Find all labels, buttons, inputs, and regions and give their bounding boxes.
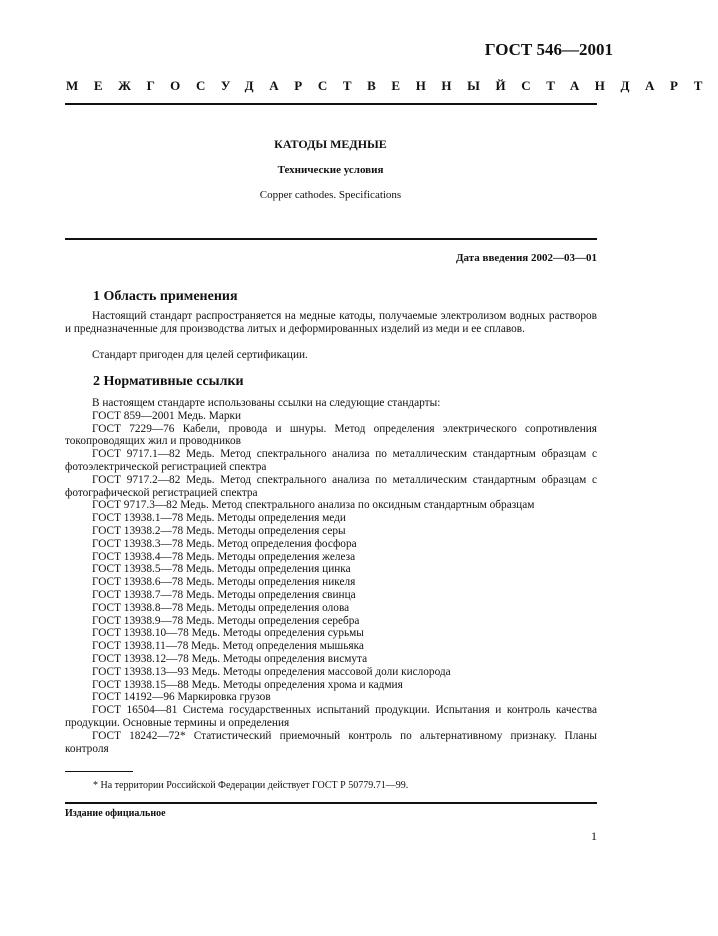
footnote: * На территории Российской Федерации действует ГОСТ Р 50779.71—99. xyxy=(93,780,409,791)
reference-item: ГОСТ 9717.1—82 Медь. Метод спектрального анализа по металлическим стандартным образцам с фотоэлектрической регистрацией спектра xyxy=(65,448,597,473)
reference-item: ГОСТ 13938.12—78 Медь. Методы определения висмута xyxy=(92,652,368,665)
reference-item: ГОСТ 13938.7—78 Медь. Методы определения свинца xyxy=(92,588,356,601)
reference-item: ГОСТ 9717.3—82 Медь. Метод спектрального анализа по оксидным стандартным образцам xyxy=(92,499,535,512)
document-number: ГОСТ 546—2001 xyxy=(484,40,613,59)
reference-item: ГОСТ 18242—72* Статистический приемочный контроль по альтернативному признаку. Планы контроля xyxy=(65,729,597,755)
document-title: КАТОДЫ МЕДНЫЕ xyxy=(274,137,387,151)
reference-item: ГОСТ 13938.10—78 Медь. Методы определения сурьмы xyxy=(92,627,364,640)
reference-item: ГОСТ 13938.2—78 Медь. Методы определения серы xyxy=(92,524,346,537)
section-1-para-1: Настоящий стандарт распространяется на медные катоды, получаемые электролизом водных растворов и предназначенные для производства литых и деформированных изделий из меди и ее сплавов. xyxy=(65,310,597,335)
reference-item: ГОСТ 14192—96 Маркировка грузов xyxy=(92,691,271,704)
reference-item: ГОСТ 13938.11—78 Медь. Метод определения мышьяка xyxy=(92,640,364,653)
reference-item: ГОСТ 859—2001 Медь. Марки xyxy=(92,409,242,422)
official-edition-label: Издание официальное xyxy=(65,808,166,819)
reference-item: ГОСТ 13938.13—93 Медь. Методы определения массовой доли кислорода xyxy=(92,665,451,678)
interstate-word-2: СТАНДАРТ xyxy=(521,78,718,93)
top-rule xyxy=(65,103,597,105)
reference-item: ГОСТ 13938.5—78 Медь. Методы определения цинка xyxy=(92,563,351,576)
reference-item: ГОСТ 13938.6—78 Медь. Методы определения никеля xyxy=(92,576,356,589)
bottom-rule xyxy=(65,802,597,804)
section-1-heading: 1 Область применения xyxy=(93,289,238,304)
reference-item: ГОСТ 13938.9—78 Медь. Методы определения серебра xyxy=(92,614,360,627)
reference-item: ГОСТ 13938.8—78 Медь. Методы определения олова xyxy=(92,601,350,614)
reference-item: ГОСТ 13938.4—78 Медь. Методы определения железа xyxy=(92,550,356,563)
interstate-standard-banner xyxy=(66,78,718,94)
footnote-rule xyxy=(65,771,133,772)
english-title: Copper cathodes. Specifications xyxy=(259,189,402,201)
reference-item: ГОСТ 13938.1—78 Медь. Методы определения меди xyxy=(92,512,346,525)
document-subtitle: Технические условия xyxy=(277,164,384,176)
interstate-word-1: МЕЖГОСУДАРСТВЕННЫЙ xyxy=(66,78,522,93)
section-2-heading: 2 Нормативные ссылки xyxy=(93,374,244,389)
reference-item: ГОСТ 16504—81 Система государственных испытаний продукции. Испытания и контроль качества продукции. Основные термины и определения xyxy=(65,704,597,729)
reference-item: ГОСТ 13938.15—88 Медь. Методы определения хрома и кадмия xyxy=(92,678,403,691)
introduction-date: Дата введения 2002—03—01 xyxy=(455,252,597,264)
title-rule xyxy=(65,238,597,240)
references-list xyxy=(65,397,597,755)
references-intro: В настоящем стандарте использованы ссылки на следующие стандарты: xyxy=(92,397,441,409)
reference-item: ГОСТ 9717.2—82 Медь. Метод спектрального анализа по металлическим стандартным образцам с фотографической регистрацией спектра xyxy=(65,473,597,499)
reference-item: ГОСТ 13938.3—78 Медь. Метод определения фосфора xyxy=(92,537,357,550)
page-number: 1 xyxy=(591,829,597,843)
reference-item: ГОСТ 7229—76 Кабели, провода и шнуры. Метод определения электрического сопротивления токопроводящих жил и проводников xyxy=(65,422,597,448)
section-1-para-2: Стандарт пригоден для целей сертификации. xyxy=(92,349,308,361)
